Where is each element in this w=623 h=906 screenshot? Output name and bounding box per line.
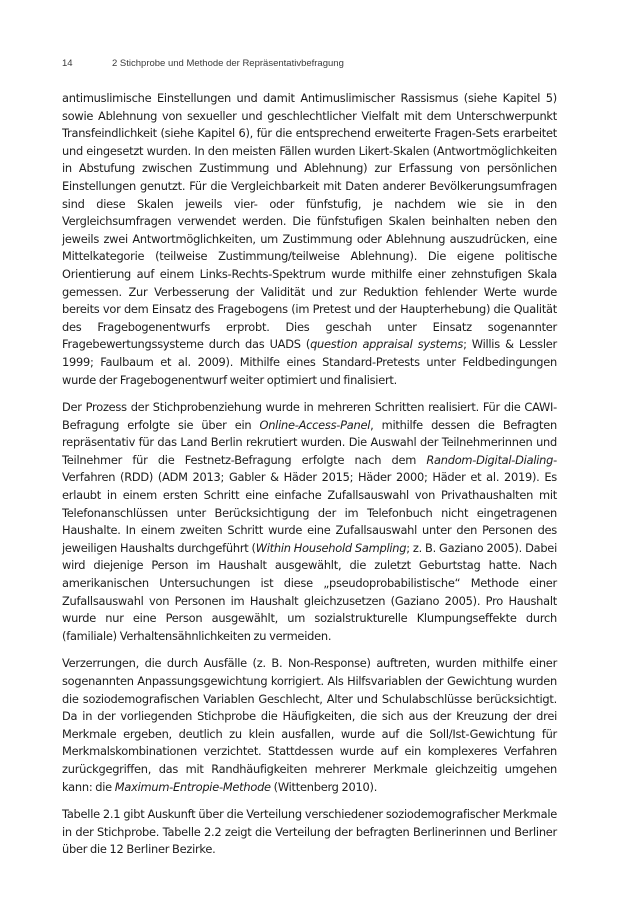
- running-title: 2 Stichprobe und Methode der Repräsentativbefragung: [112, 58, 344, 69]
- text-run: , mithilfe dessen die Befragten repräsentativ für das Land Berlin rekrutiert wurden. Die Auswahl der Teilnehmerinnen und Teilnehmer für die Festnetz-Befragung erfolgte nach dem: [62, 417, 557, 467]
- text-run: antimuslimische Einstellungen und damit Antimuslimischer Rassismus (siehe Kapitel 5) sowie Ablehnung von sexueller und geschlechtlicher Vielfalt mit dem Unterschwerpunkt Transfeindlichkeit (siehe Kapitel 6), für die entsprechend erweiterte Fragen-Sets erarbeitet und eingesetzt wurden. In den meisten Fällen wurden Likert-Skalen (Antwortmöglichkeiten in Abstufung zwischen Zustimmung und Ablehnung) zur Erfassung von persönlichen Einstellungen genutzt. Für die Vergleichbarkeit mit Daten anderer Bevölkerungsumfragen sind diese Skalen jeweils vier- oder fünfstufig, je nachdem wie sie in den Vergleichsumfragen verwendet werden. Die fünfstufigen Skalen beinhalten neben den jeweils zwei Antwortmöglichkeiten, um Zustimmung oder Ablehnung auszudrücken, eine Mittelkategorie (teilweise Zustimmung/teilweise Ablehnung). Die eigene politische Orientierung auf einem Links-Rechts-Spektrum wurde mithilfe einer zehnstufigen Skala gemessen. Zur Verbesserung der Validität und zur Reduktion fehlender Werte wurde bereits vor dem Einsatz des Fragebogens (im Pretest und der Haupterhebung) die Qualität des Fragebogenentwurfs erprobt. Dies geschah unter Einsatz sogenannter Fragebewertungssysteme durch das UADS (: [62, 91, 557, 352]
- text-run: -Verfahren (RDD) (ADM 2013; Gabler & Häder 2015; Häder 2000; Häder et al. 2019). Es erlaubt in einem ersten Schritt eine einfache Zufallsauswahl von Privathaushalten mit Telefonanschlüssen unter Berücksichtigung der im Telefonbuch nicht eingetragenen Haushalte. In einem zweiten Schritt wurde eine Zufallsauswahl unter den Personen des jeweiligen Haushalts durchgeführt (: [62, 452, 557, 555]
- text-run-italic: Random-Digital-Dialing: [426, 452, 554, 467]
- text-run: ; Willis & Lessler 1999; Faulbaum et al. 2009). Mithilfe eines Standard-Pretests unter Feldbedingungen wurde der Fragebogenentwurf weiter optimiert und finalisiert.: [62, 337, 557, 387]
- text-run-italic: Maximum-Entropie-Methode: [114, 779, 271, 794]
- page-number: 14: [62, 58, 73, 69]
- text-run: Der Prozess der Stichprobenziehung wurde in mehreren Schritten realisiert. Für die CAWI-Befragung erfolgte sie über ein: [62, 400, 557, 432]
- body-text: [62, 90, 557, 869]
- paragraph: [62, 399, 557, 645]
- running-header: [62, 58, 344, 69]
- paragraph: [62, 655, 557, 796]
- text-run-italic: Online-Access-Panel: [259, 417, 371, 432]
- text-run: Tabelle 2.1 gibt Auskunft über die Verteilung verschiedener soziodemografischer Merkmale in der Stichprobe. Tabelle 2.2 zeigt die Verteilung der befragten Berlinerinnen und Berliner über die 12 Berliner Bezirke.: [62, 807, 557, 857]
- text-run-italic: question appraisal systems: [310, 337, 464, 352]
- text-run: ; z. B. Gaziano 2005). Dabei wird diejenige Person im Haushalt ausgewählt, die zuletzt Geburtstag hatte. Nach amerikanischen Untersuchungen ist diese „pseudoprobabilistische“ Methode einer Zufallsauswahl von Personen im Haushalt gleichzusetzen (Gaziano 2005). Pro Haushalt wurde nur eine Person ausgewählt, um sozialstrukturelle Klumpungseffekte durch (familiale) Verhaltensähnlichkeiten zu vermeiden.: [62, 540, 557, 643]
- paragraph: [62, 806, 557, 859]
- text-run-italic: Within Household Sampling: [255, 540, 407, 555]
- text-run: Verzerrungen, die durch Ausfälle (z. B. Non-Response) auftreten, wurden mithilfe einer sogenannten Anpassungsgewichtung korrigiert. Als Hilfsvariablen der Gewichtung wurden die soziodemografischen Variablen Geschlecht, Alter und Schulabschlüsse berücksichtigt. Da in der vorliegenden Stichprobe die Häufigkeiten, die sich aus der Kreuzung der drei Merkmale ergeben, deutlich zu klein ausfallen, wurde auf die Soll/Ist-Gewichtung für Merkmalskombinationen verzichtet. Stattdessen wurde auf ein komplexeres Verfahren zurückgegriffen, das mit Randhäufigkeiten mehrerer Merkmale gleichzeitig umgehen kann: die: [62, 656, 557, 794]
- paragraph: [62, 90, 557, 389]
- text-run: (Wittenberg 2010).: [270, 779, 378, 794]
